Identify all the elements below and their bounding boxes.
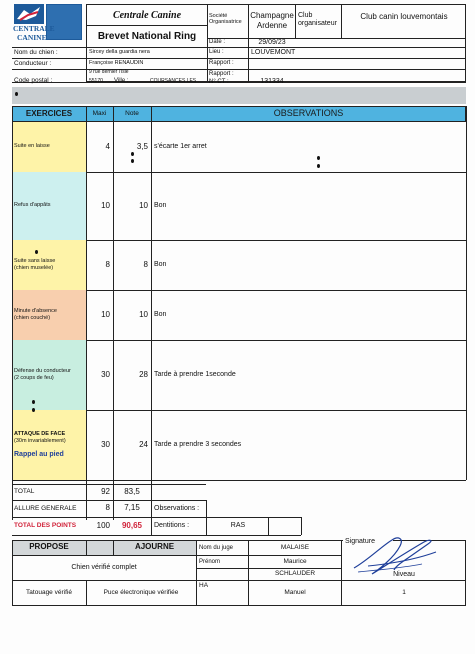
maxi-header: Maxi (92, 110, 107, 118)
logo-seal (46, 4, 82, 40)
conducteur-label: Conducteur : (14, 59, 52, 67)
propose-cell: PROPOSE (29, 542, 69, 552)
org-italic-title: Centrale Canine (112, 9, 182, 21)
adresse-value: 9 rue dernier l'Isle (89, 69, 129, 76)
exercise-label: Minute d'absence (14, 307, 57, 314)
club-label: Club organisateur (298, 12, 337, 28)
ink-dot (35, 250, 38, 254)
total-label: TOTAL (14, 488, 35, 496)
tatouage-verifie: Tatouage vérifié (26, 589, 72, 597)
ville-label: Ville : (114, 78, 129, 85)
exercise-name (14, 410, 84, 480)
manuel-value: Manuel (284, 589, 306, 597)
nom-juge-value: MALAISE (280, 544, 310, 552)
ink-dot (317, 164, 320, 168)
conducteur-value: Françoise RENAUDIN (89, 60, 144, 67)
exercise-observation: Bon (154, 202, 167, 210)
centrale-canine-logo (12, 4, 84, 44)
exercise-label: Refus d'appâts (14, 202, 51, 209)
code-postal-label: Code postal : (14, 77, 53, 85)
exercise-maxi: 4 (105, 141, 110, 151)
exercise-sublabel: (chien couché) (14, 315, 51, 321)
nom-juge-label: Nom du juge (199, 544, 234, 551)
exercise-label: Défense du conducteur (14, 367, 71, 374)
club-value: Club canin louvemontais (360, 11, 448, 21)
exercise-label: ATTAQUE DE FACE (14, 431, 66, 438)
judge-signature (348, 530, 438, 576)
ha-label: HA (199, 582, 209, 590)
exercise-note: 8 (143, 259, 148, 269)
observations-header: OBSERVATIONS (273, 108, 344, 119)
exercise-maxi: 30 (101, 439, 110, 449)
exercise-sublabel: (2 coups de feu) (14, 375, 54, 381)
exercise-observation: Tarde à prendre 1seconde (154, 371, 236, 379)
exercise-maxi: 10 (101, 309, 110, 319)
dentitions-value: RAS (230, 522, 246, 530)
exercise-sublabel: (chien muselée) (14, 265, 54, 271)
niveau-value: 1 (402, 589, 406, 597)
rapport-label-1: Rapport : (209, 60, 234, 67)
ink-dot (317, 156, 320, 160)
exercise-observation: Tarde a prendre 3 secondes (154, 441, 242, 449)
schlauder-value: SCHLAUDER (274, 570, 316, 578)
exercise-observation: s'écarte 1er arret (154, 143, 207, 151)
rapport-label-2: Rapport : (209, 71, 234, 78)
logo-graphic (14, 4, 44, 24)
total-maxi: 92 (101, 486, 110, 496)
exercise-name (14, 290, 84, 340)
ajourne-cell: AJOURNE (134, 542, 175, 552)
ink-dot (131, 152, 134, 156)
exercise-maxi: 8 (105, 259, 110, 269)
page-title: Brevet National Ring (97, 30, 197, 42)
allure-note: 7,15 (124, 503, 140, 513)
exercise-sublabel: (30m invariablement) (14, 438, 66, 445)
exercise-label: Suite sans laisse (14, 257, 56, 264)
ink-dot (32, 408, 35, 412)
date-label: Date : (209, 39, 226, 46)
ink-dot (15, 92, 18, 96)
ville-value: COURSANCES LES (150, 77, 197, 84)
total-points-maxi: 100 (96, 520, 110, 530)
societe-label: Société Organisatrice (209, 13, 242, 26)
exercise-note: 24 (139, 439, 148, 449)
exercise-name (14, 240, 84, 290)
exercise-maxi: 30 (101, 369, 110, 379)
exercise-extra: Rappel au pied (14, 450, 64, 458)
dog-name-label: Nom du chien : (14, 48, 58, 56)
exercise-note: 3,5 (136, 141, 148, 151)
ct-label: N° CT : (209, 78, 229, 85)
lieu-label: Lieu : (209, 49, 224, 56)
ink-dot (32, 400, 35, 404)
exercise-observation: Bon (154, 261, 167, 269)
total-note: 83,5 (124, 486, 140, 496)
total-points-note: 90,65 (121, 520, 143, 530)
exercise-note: 10 (139, 309, 148, 319)
exercise-name (14, 122, 84, 172)
note-header: Note (125, 110, 139, 118)
exercise-note: 28 (139, 369, 148, 379)
niveau-label: Niveau (393, 570, 415, 578)
prenom-label: Prénom (199, 558, 221, 565)
exercise-name (14, 172, 84, 240)
allure-label: ALLURE GENERALE (14, 504, 77, 512)
observations-label: Observations : (154, 504, 200, 512)
exercise-name (14, 340, 84, 410)
prenom-value: Maurice (283, 558, 307, 566)
allure-maxi: 8 (105, 503, 110, 513)
date-value: 29/09/23 (258, 38, 286, 46)
exercise-maxi: 10 (101, 200, 110, 210)
chien-verifie-complet: Chien vérifié complet (71, 563, 137, 571)
logo-text-line1: CENTRALE (13, 25, 55, 33)
dentitions-label: Dentitions : (154, 522, 190, 530)
total-points-label: TOTAL DES POINTS (14, 522, 77, 530)
ct-value: 131334 (260, 78, 284, 86)
exercise-note: 10 (139, 200, 148, 210)
exercise-observation: Bon (154, 311, 167, 319)
logo-text-line2: CANINE (17, 34, 47, 42)
ink-dot (131, 159, 134, 163)
signature-label: Signature (343, 537, 393, 547)
dog-name-value: Sircey della guardia nera (89, 49, 150, 56)
lieu-value: LOUVEMONT (251, 48, 296, 56)
puce-verifiee: Puce électronique vérifiée (103, 589, 179, 597)
code-postal-value: 55170 (89, 77, 103, 84)
exercices-header: EXERCICES (25, 108, 73, 118)
exercise-label: Suite en laisse (14, 143, 50, 150)
societe-value: Champagne Ardenne (250, 10, 294, 30)
gray-band (12, 87, 466, 104)
